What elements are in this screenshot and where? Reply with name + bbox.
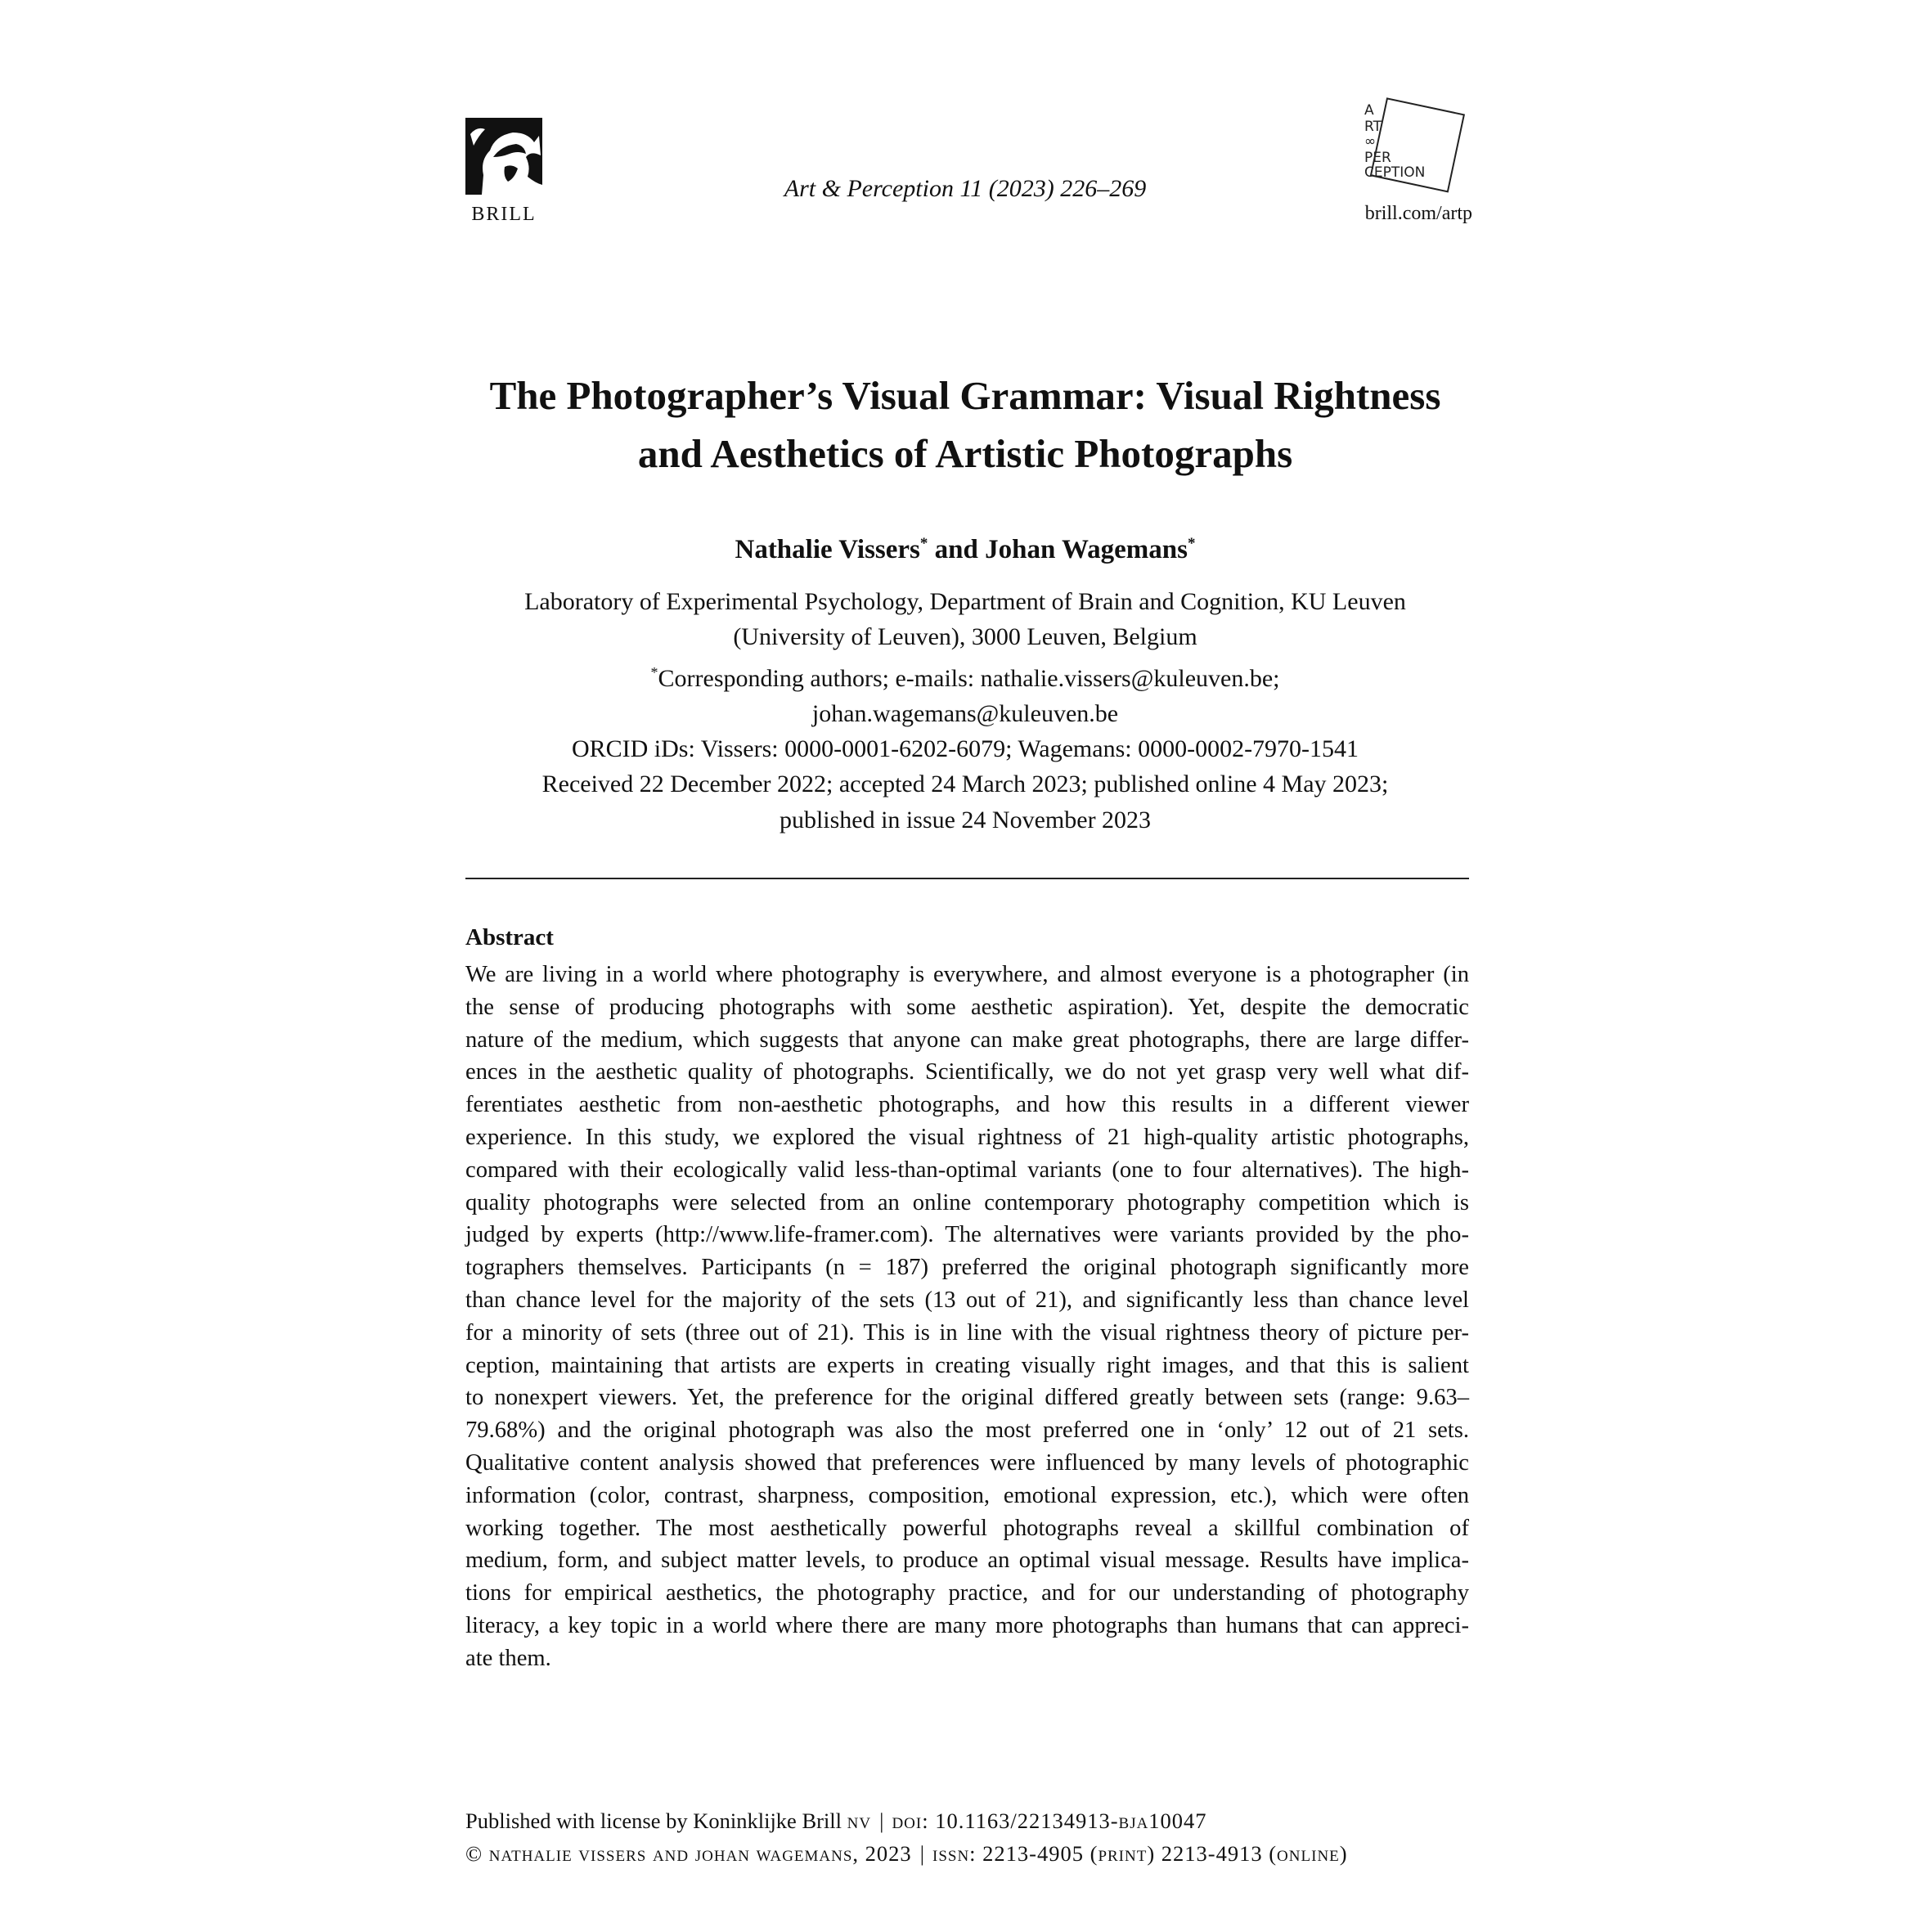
title-line: and Aesthetics of Artistic Photographs (637, 431, 1293, 476)
art-perception-logo-icon (1355, 97, 1469, 200)
abstract-line: ception, maintaining that artists are experts in creating visually right images, and that this is salient (465, 1352, 1469, 1378)
article-title (442, 366, 1489, 483)
publication-dates: published in issue 24 November 2023 (779, 806, 1152, 833)
journal-citation: Art & Perception 11 (2023) 226–269 (784, 175, 1147, 202)
abstract-line: Qualitative content analysis showed that preferences were influenced by many levels of photographic (465, 1449, 1469, 1476)
publication-dates: Received 22 December 2022; accepted 24 March 2023; published online 4 May 2023; (541, 771, 1389, 798)
title-line: The Photographer’s Visual Grammar: Visual Rightness (489, 373, 1441, 418)
logo-text-line: ∞ (1364, 133, 1377, 150)
abstract-line: than chance level for the majority of the sets (13 out of 21), and significantly less than chance level (465, 1287, 1469, 1313)
doi-text: doi: 10.1163/22134913-bja10047 (892, 1808, 1207, 1833)
abstract-line: tions for empirical aesthetics, the photography practice, and for our understanding of photography (465, 1580, 1469, 1606)
email-text: johan.wagemans@kuleuven.be (811, 699, 1119, 727)
section-divider (465, 878, 1469, 879)
brill-helmet-logo-icon (465, 118, 542, 195)
logo-text-line: CEPTION (1364, 164, 1426, 181)
abstract-line: tographers themselves. Participants (n = 187) preferred the original photograph significantly more (465, 1255, 1469, 1281)
issn-text: issn: 2213-4905 (print) 2213-4913 (online) (932, 1841, 1348, 1866)
affiliation-line: (University of Leuven), 3000 Leuven, Belgium (733, 623, 1197, 651)
abstract-line: experience. In this study, we explored the visual rightness of 21 high-quality artistic photographs, (465, 1124, 1469, 1150)
license-suffix: nv (847, 1808, 872, 1833)
abstract-line: We are living in a world where photography is everywhere, and almost everyone is a photographer (in (465, 962, 1469, 987)
abstract-heading: Abstract (465, 924, 554, 950)
abstract-line: 79.68%) and the original photograph was also the most preferred one in ‘only’ 12 out of 21 sets. (465, 1418, 1469, 1444)
abstract-line: the sense of producing photographs with some aesthetic aspiration). Yet, despite the democratic (465, 994, 1469, 1020)
logo-text-line: A (1364, 102, 1374, 119)
abstract-line: nature of the medium, which suggests that anyone can make great photographs, there are large differ- (465, 1027, 1469, 1053)
publisher-name: BRILL (471, 204, 537, 225)
logo-text-line: PER (1364, 150, 1391, 166)
affiliation-line: Laboratory of Experimental Psychology, Department of Brain and Cognition, KU Leuven (524, 588, 1406, 615)
abstract-line: judged by experts (http://www.life-framer.com). The alternatives were variants provided by the pho- (465, 1222, 1469, 1248)
abstract-line: ences in the aesthetic quality of photographs. Scientifically, we do not yet grasp very well what dif- (465, 1059, 1469, 1085)
corresponding-mark: * (1188, 535, 1196, 552)
page-footer (465, 1804, 1469, 1870)
license-text: Published with license by Koninklijke Brill (465, 1808, 847, 1833)
abstract-text (465, 959, 1469, 1675)
orcid-ids: ORCID iDs: Vissers: 0000-0001-6202-6079; Wagemans: 0000-0002-7970-1541 (571, 735, 1359, 763)
abstract-line: working together. The most aesthetically powerful photographs reveal a skillful combination of (465, 1515, 1469, 1541)
corresponding-authors (442, 655, 1489, 696)
affiliation-block (442, 584, 1489, 838)
abstract-line: to nonexpert viewers. Yet, the preference for the original differed greatly between sets (range: 9.63– (465, 1385, 1469, 1411)
author-list (442, 535, 1489, 565)
email-text: Corresponding authors; e-mails: nathalie.vissers@kuleuven.be; (658, 664, 1280, 692)
abstract-line: ferentiates aesthetic from non-aesthetic photographs, and how this results in a different viewer (465, 1092, 1469, 1118)
license-line (465, 1804, 1469, 1837)
author-name: Nathalie Vissers (735, 535, 920, 564)
abstract-line: literacy, a key topic in a world where there are many more photographs than humans that can appreci- (465, 1612, 1469, 1638)
author-name: Johan Wagemans (985, 535, 1188, 564)
corresponding-mark: * (919, 535, 928, 552)
abstract-line: quality photographs were selected from an online contemporary photography competition which is (465, 1189, 1469, 1215)
copyright-text: © nathalie vissers and johan wagemans, 2023 (465, 1841, 912, 1866)
separator: | (919, 1841, 924, 1866)
corresponding-mark: * (650, 663, 658, 681)
author-conjunction: and (928, 535, 986, 564)
abstract-line: ate them. (465, 1645, 551, 1671)
abstract-line: information (color, contrast, sharpness, composition, emotional expression, etc.), which were often (465, 1482, 1469, 1508)
abstract-line: medium, form, and subject matter levels, to produce an optimal visual message. Results have implica- (465, 1548, 1469, 1574)
copyright-line (465, 1837, 1469, 1870)
journal-url: brill.com/artp (1364, 203, 1472, 224)
abstract-line: for a minority of sets (three out of 21). This is in line with the visual rightness theory of picture per- (465, 1319, 1469, 1346)
separator: | (879, 1808, 884, 1833)
logo-text-line: RT (1364, 119, 1382, 135)
abstract-line: compared with their ecologically valid less-than-optimal variants (one to four alternatives). The high- (465, 1157, 1469, 1183)
